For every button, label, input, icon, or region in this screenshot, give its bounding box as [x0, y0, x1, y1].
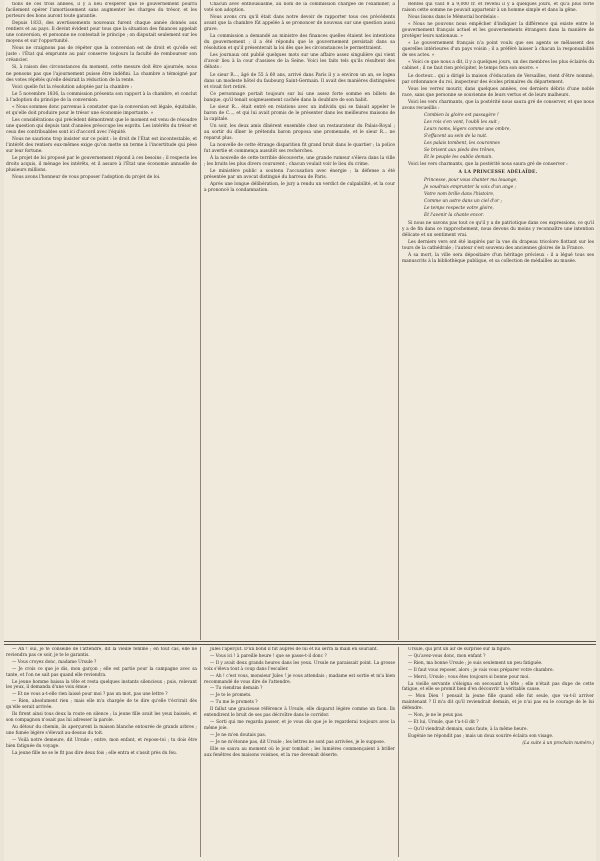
- paragraph: Nous avons l'honneur de vous proposer l'adoption du projet de loi.: [12, 175, 161, 181]
- newspaper-page: [4, 0, 596, 861]
- paragraph: Le 5 novembre 1836, la commission présenta son rapport à la chambre, et conclut à l'adoption du principe de la conversion.: [6, 91, 197, 103]
- poem-line: Princesse, pour vous chanter ma louange,: [424, 178, 518, 184]
- paragraph: — Je ne m'en doutais pas.: [210, 732, 267, 738]
- column-2: [204, 2, 395, 638]
- paragraph: — Non, je ne le peux pas.: [408, 713, 464, 719]
- paragraph: À sa mort, la ville sera dépositaire d'un héritage précieux : il a légué tous ses manuscrits à la bibliothèque publique, et sa collection de médailles au musée.: [402, 252, 594, 264]
- poem-stanza: [402, 178, 594, 219]
- paragraph: Après une longue délibération, le jury a rendu un verdict de culpabilité, et la cour a prononcé la condamnation.: [204, 182, 395, 194]
- paragraph: Eugénie ne répondit pas ; mais un doux sourire éclaira son visage.: [408, 733, 554, 739]
- poem-stanza: [402, 113, 594, 161]
- poem-line: Combien la gloire est passagère !: [424, 112, 499, 118]
- continuation-note: (La suite à un prochain numéro.): [522, 740, 594, 746]
- paragraph: Nous ne craignons pas de répéter que la conversion est de droit et qu'elle est juste : l'État qui emprunte au pair conserve toujours la faculté de rembourser son créancier.: [6, 46, 197, 64]
- paragraph: Elle se sauva au moment où le jour tombait ; les lumières commençaient à briller aux fenêtres des maisons voisines, et la rue devenait déserte.: [204, 746, 395, 758]
- poem-line: Leurs noms, légers comme une ombre,: [424, 126, 511, 132]
- column-3: [402, 2, 594, 638]
- paragraph: Ce personnage portait toujours sur lui une assez forte somme en billets de banque, qu'il tenait soigneusement cachée dans la doublure de son habit.: [204, 91, 395, 103]
- paragraph: Le ministère public a soutenu l'accusation avec énergie ; la défense a été présentée par un avocat distingué du barreau de Paris.: [204, 169, 395, 181]
- paragraph: Si, à raison des circonstances du moment, cette mesure doit être ajournée, nous ne pensons pas que l'ajournement puisse être indéfini. La chambre a témoigné par des votes répétés qu'elle désirait la réduction de la rente.: [6, 65, 197, 83]
- paragraph: « Voici ce que nous a dit, il y a quelques jours, un des membres les plus éclairés du cabinet ; il ne faut rien précipiter, le temps fera son œuvre. »: [402, 60, 594, 72]
- paragraph: La commission a demandé au ministre des finances quelles étaient les intentions du gouvernement ; il a été répondu que le gouvernement persistait dans sa résolution et qu'il présenterait la loi dès que les circonstances le permettraient.: [204, 34, 395, 52]
- paragraph: La vieille servante s'éloigna en secouant la tête ; elle n'était pas dupe de cette fatigue, et elle se promit bien d'en découvrir la véritable cause.: [402, 681, 594, 693]
- paragraph: — Tu me le promets ?: [210, 700, 258, 706]
- column-divider: [200, 0, 201, 640]
- paragraph: Les journaux ont publié quelques mots sur une affaire assez singulière qui vient d'avoir lieu à la cour d'assises de la Seine. Voici les faits tels qu'ils résultent des débats :: [204, 53, 395, 71]
- paragraph: — Sorti qui me regarda passer, et je vous dis que je le regarderai toujours avec la même joie.: [204, 719, 395, 731]
- paragraph: À la nouvelle de cette terrible découverte, une grande rumeur s'éleva dans la ville ; les bruits les plus divers coururent ; chacun voulait voir le lieu du crime.: [204, 156, 395, 168]
- paragraph: « Nous sommes donc parvenus à constater que la conversion est légale, équitable, et qu'elle doit produire pour le trésor une économie importante. »: [6, 104, 197, 116]
- paragraph: Voici quelle fut la résolution adoptée par la chambre :: [12, 84, 133, 90]
- poem-line: Et le peuple les oublie demain.: [424, 155, 493, 161]
- poem-line: S'effacent au sein de la nuit.: [424, 133, 488, 139]
- top-section: [4, 0, 596, 640]
- paragraph: Ils firent ainsi tous deux la route en silence ; la jeune fille avait les yeux baissés, et son compagnon n'osait pas lui adresser la parole.: [6, 712, 197, 723]
- paragraph: — Je te le promets.: [210, 693, 252, 699]
- paragraph: Le sieur R... était entré en relations avec un individu qui se faisait appeler le baron de C..., et qui lui avait promis de le présenter dans les meilleures maisons de la capitale.: [204, 104, 395, 122]
- feuilleton-section: [4, 647, 596, 859]
- paragraph: — Voilà notre demeure, dit Ursule ; entre, mon enfant, et repose-toi ; tu dois être bien fatiguée du voyage.: [6, 737, 197, 749]
- paragraph: « Le gouvernement français n'a point voulu que ses agents se mêlassent des querelles intérieures d'un pays voisin ; il a préféré laisser à chacun la responsabilité de ses actes. »: [402, 41, 594, 59]
- paragraph: — Merci, Ursule ; vous êtes toujours si bonne pour moi.: [408, 674, 530, 680]
- paragraph: Le docteur... qui a dirigé la maison d'éducation de Versailles, vient d'être nommé, par ordonnance du roi, inspecteur des écoles primaires du département.: [402, 73, 594, 85]
- paragraph: Jules l'aperçut. D'un bond il fut auprès de lui et lui serra la main en souriant.: [210, 647, 379, 652]
- poem-line: Votre nom brille dans l'histoire,: [424, 192, 495, 198]
- paragraph: La nouvelle de cette étrange disparition fit grand bruit dans le quartier ; la police fut avertie et commença aussitôt ses recherches.: [204, 143, 395, 155]
- paragraph: Les derniers vers ont été inspirés par la vue du drapeau tricolore flottant sur les tours de la cathédrale ; l'auteur s'est souvenu des anciennes gloires de la France.: [402, 239, 594, 251]
- paragraph: Chacun avec enthousiasme, au nom de la commission chargée de l'examiner, a voté son adoption.: [204, 2, 395, 14]
- poem-line: Comme un astre dans un ciel d'or ;: [424, 199, 502, 205]
- paragraph: — Rien, absolument rien ; mais elle m'a chargée de te dire qu'elle t'écrirait dès qu'elle serait arrivée.: [6, 699, 197, 711]
- poem-line: Et l'avenir la chante encor.: [424, 213, 484, 219]
- paragraph: Voici les vers charmants, que la postérité nous saura gré de conserver :: [408, 162, 568, 168]
- paragraph: — Qu'avez-vous donc, mon enfant ?: [408, 653, 486, 659]
- paragraph: Depuis 1833, des avertissements nouveaux furent chaque année donnés aux rentiers et au pays. Il devint évident pour tous que la situation des finances appelait une conversion, et personne ne contestait le principe ; on disputait seulement sur les moyens et sur l'opportunité.: [6, 21, 197, 45]
- paragraph: — Il y avait deux grands heures dans les yeux. Ursule ne paraissait point. La grosse voix s'éleva tout à coup dans l'escalier.: [204, 660, 395, 672]
- paragraph: Un soir, les deux amis dînèrent ensemble chez un restaurateur du Palais-Royal ; au sortir du dîner le prétendu baron proposa une promenade, et le sieur R... ne reparut plus.: [204, 123, 395, 141]
- paragraph: — Je crois ce que je dis, mon garçon ; elle est partie pour la campagne avec sa tante, et l'on ne sait pas quand elle reviendra.: [6, 666, 197, 678]
- feuilleton-column-1: [6, 647, 197, 857]
- paragraph: — Et lui, Ursule, que t'a-t-il dit ?: [408, 719, 479, 725]
- paragraph: — Vous ici ! à pareille heure ! que se passe-t-il donc ?: [210, 653, 327, 659]
- column-divider: [398, 0, 399, 640]
- paragraph: tions de ces trois années, il y a lieu d'espérer que le gouvernement pourra facilement opérer l'amortissement sans augmenter les charges du trésor, et les porteurs des bons auront toute garantie.: [6, 2, 197, 20]
- paragraph: Les considérations qui précèdent démontrent que le moment est venu de résoudre une question qui depuis tant d'années préoccupe les esprits. Les intérêts du trésor et ceux des contribuables sont ici d'accord avec l'équité.: [6, 117, 197, 135]
- paragraph: Le sieur R..., âgé de 55 à 60 ans, arrivé dans Paris il y a environ un an, se logea dans un modeste hôtel du faubourg Saint-Germain. Il avait des manières distinguées et vivait fort retiré.: [204, 72, 395, 90]
- paragraph: — Tu viendras demain ?: [210, 686, 263, 692]
- paragraph: — Mon Dieu ! pensait la jeune fille quand elle fut seule, que va-t-il arriver maintenant ? Il m'a dit qu'il reviendrait demain, et je n'ai pas eu le courage de le lui défendre.: [402, 694, 594, 712]
- paragraph: Nous ne saurions trop insister sur ce point : le droit de l'État est incontestable, et l'intérêt des rentiers eux-mêmes exige qu'on mette un terme à l'incertitude qui pèse sur leur fortune.: [6, 136, 197, 155]
- poem-line: Les rois s'en vont, l'oubli les suit ;: [424, 119, 500, 125]
- paragraph: — Ah ! c'est vous, monsieur Jules ! je vous attendais ; madame est sortie et m'a bien recommandé de vous dire de l'attendre.: [204, 673, 395, 685]
- paragraph: Le jeune homme baissa la tête et resta quelques instants silencieux ; puis, relevant les yeux, il demanda d'une voix émue :: [6, 679, 197, 691]
- paragraph: — Il faut vous reposer, alors ; je vais vous préparer votre chambre.: [408, 667, 554, 673]
- paragraph: La jeune fille ne se le fit pas dire deux fois ; elle entra et s'assit près du feu.: [12, 750, 178, 756]
- paragraph: « Nous ne pouvons nous empêcher d'indiquer la différence qui existe entre le gouvernement français actuel et les gouvernements étrangers dans la manière de protéger leurs nationaux. »: [402, 22, 594, 40]
- feuilleton-column-2: [204, 647, 395, 857]
- paragraph: — Qu'il viendrait demain, sans faute, à la même heure.: [408, 726, 528, 732]
- paragraph: Au détour du chemin, ils aperçurent la maison blanche entourée de grands arbres ; une fumée légère s'élevait au-dessus du toit.: [6, 724, 197, 736]
- section-divider: [4, 641, 596, 645]
- paragraph: — Ah ! oui, je te conseille de l'attendre, dit la vieille femme ; en tout cas, elle ne reviendra pas ce soir, je te le garantis.: [6, 647, 197, 658]
- feuilleton-column-3: [402, 647, 594, 857]
- poem-line: Se brisent aux pieds des trônes,: [424, 148, 496, 154]
- poem-title: A LA PRINCESSE ADÉLAÏDE.: [458, 170, 538, 176]
- paragraph: Ursule, qui prit un air de surprise sur la figure.: [408, 647, 512, 652]
- paragraph: Vous les verrez mourir, dans quelques années, ces derniers débris d'une noble race, sans que personne se souvienne de leurs vertus et de leurs malheurs.: [402, 86, 594, 98]
- paragraph: Si nous ne savons pas tout ce qu'il y a de patriotique dans ces expressions, ce qu'il y a de fin dans ce rapprochement, nous devons du moins y reconnaître une intention délicate et un sentiment vrai.: [402, 220, 594, 238]
- paragraph: Nous avons cru qu'il était dans notre devoir de rapporter tous ces précédents avant que la chambre fût appelée à se prononcer de nouveau sur une question aussi grave.: [204, 15, 395, 33]
- poem-line: Je voudrais emprunter la voix d'un ange ;: [424, 185, 517, 191]
- paragraph: Nous lisons dans le Mémorial bordelais :: [408, 15, 499, 21]
- paragraph: Le projet de loi proposé par le gouvernement répond à ces besoins ; il respecte les droits acquis, il ménage les intérêts, et il assure à l'État une économie annuelle de plusieurs millions.: [6, 156, 197, 174]
- paragraph: Il fallut une gracieuse référence à Ursule, elle disparut légère comme un faon. Ils entendirent le bruit de ses pas décroître dans le corridor.: [204, 707, 395, 719]
- column-1: [6, 2, 197, 638]
- paragraph: — Rien, ma bonne Ursule ; je suis seulement un peu fatiguée.: [408, 660, 543, 666]
- paragraph: — Et ne vous a-t-elle rien laissé pour moi ? pas un mot, pas une lettre ?: [12, 692, 168, 698]
- poem-line: Le temps respecte votre gloire,: [424, 206, 494, 212]
- paragraph: — Vous croyez donc, madame Ursule ?: [12, 659, 97, 665]
- poem-line: Les palais tombent, les couronnes: [424, 140, 500, 146]
- paragraph: — Je ne m'étonne pas, dit Ursule ; les lettres ne sont pas arrivées, je le suppose.: [210, 739, 386, 745]
- paragraph: Voici les vers charmants, que la postérité nous saura gré de conserver, et que nous avons recueillis :: [402, 99, 594, 111]
- paragraph: Rentes qui vaut 8 à 9,000 fr. et revenu il y a quelques jours, et qu'à plus forte raison cette somme ne pouvait appartenir à un homme simple et dans la gêne.: [402, 2, 594, 14]
